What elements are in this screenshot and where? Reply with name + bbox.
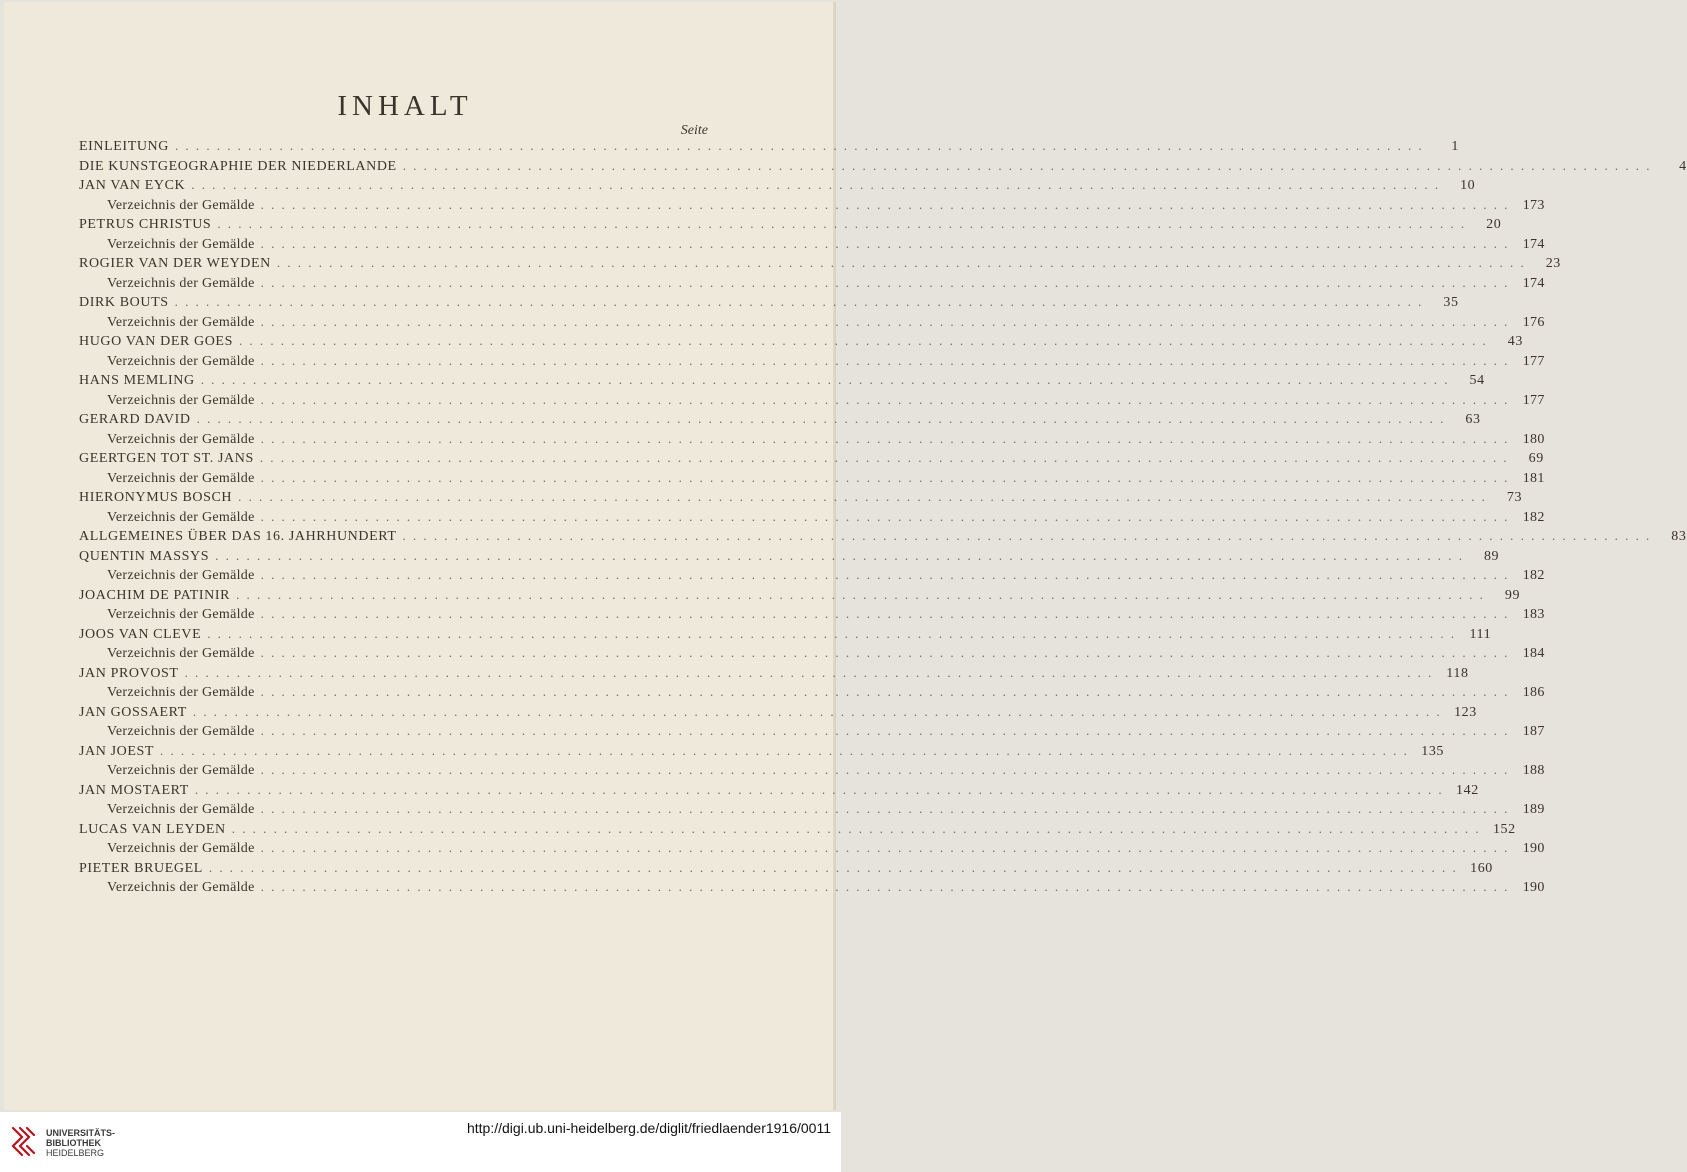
toc-entry-page: 4 bbox=[1679, 158, 1687, 174]
library-name-line2: BIBLIOTHEK bbox=[46, 1138, 101, 1148]
dot-leader: ........................................................................................................................ bbox=[259, 450, 1514, 465]
dot-leader: ........................................................................................................................ bbox=[260, 567, 1515, 582]
toc-entry bbox=[79, 216, 1502, 236]
dot-leader: ........................................................................................................................ bbox=[231, 820, 1486, 836]
toc-entry-label: HANS MEMLING bbox=[79, 373, 195, 388]
toc-entry-page: 177 bbox=[1522, 353, 1545, 369]
toc-entry-label: Verzeichnis der Gemälde bbox=[107, 646, 255, 661]
toc-subentry bbox=[79, 840, 1545, 860]
toc-subentry bbox=[79, 567, 1545, 587]
toc-entry-label: ALLGEMEINES ÜBER DAS 16. JAHRHUNDERT bbox=[79, 529, 397, 544]
toc-entry-page: 184 bbox=[1522, 646, 1545, 661]
toc-entry bbox=[79, 742, 1445, 763]
toc-entry bbox=[79, 781, 1479, 802]
dot-leader: ........................................................................................................................ bbox=[260, 469, 1515, 485]
toc-entry-page: 181 bbox=[1522, 470, 1545, 486]
toc-entry bbox=[79, 157, 1687, 178]
toc-entry-label: JAN VAN EYCK bbox=[79, 178, 186, 193]
toc-entry-label: Verzeichnis der Gemälde bbox=[107, 841, 255, 856]
toc-entry-label: PIETER BRUEGEL bbox=[79, 860, 203, 876]
toc-entry-label: Verzeichnis der Gemälde bbox=[107, 353, 255, 369]
toc-entry-label: LUCAS VAN LEYDEN bbox=[79, 821, 226, 837]
dot-leader: ........................................................................................................................ bbox=[184, 664, 1439, 680]
toc-entry-label: Verzeichnis der Gemälde bbox=[107, 431, 255, 447]
toc-subentry bbox=[79, 430, 1545, 451]
toc-entry-page: 176 bbox=[1522, 314, 1545, 330]
toc-subentry bbox=[79, 801, 1545, 821]
dot-leader: ........................................................................................................................ bbox=[260, 352, 1515, 368]
toc-entry-page: 142 bbox=[1456, 782, 1479, 798]
toc-entry-label: Verzeichnis der Gemälde bbox=[107, 568, 255, 583]
toc-subentry bbox=[79, 762, 1545, 782]
toc-entry-page: 173 bbox=[1522, 197, 1545, 213]
toc-subentry bbox=[79, 274, 1545, 295]
toc-entry bbox=[79, 664, 1469, 685]
toc-entry-label: Verzeichnis der Gemälde bbox=[107, 763, 255, 778]
dot-leader: ........................................................................................................................ bbox=[217, 216, 1472, 231]
toc-entry bbox=[79, 625, 1492, 646]
toc-entry-page: 20 bbox=[1486, 217, 1502, 232]
toc-entry-page: 118 bbox=[1446, 665, 1469, 681]
toc-subentry bbox=[79, 723, 1545, 743]
toc-entry-label: Verzeichnis der Gemälde bbox=[107, 314, 255, 330]
toc-entry-page: 54 bbox=[1469, 373, 1485, 388]
toc-entry-page: 89 bbox=[1483, 548, 1500, 564]
dot-leader: ........................................................................................................................ bbox=[260, 879, 1515, 894]
permalink-url[interactable]: http://digi.ub.uni-heidelberg.de/diglit/friedlaender1916/0011 bbox=[466, 1120, 831, 1136]
dot-leader: ........................................................................................................................ bbox=[260, 840, 1515, 855]
toc-entry-label: JAN GOSSAERT bbox=[79, 704, 187, 720]
toc-entry-label: HUGO VAN DER GOES bbox=[79, 334, 233, 349]
toc-entry bbox=[79, 333, 1523, 353]
toc-entry bbox=[79, 138, 1459, 158]
toc-entry-label: Verzeichnis der Gemälde bbox=[107, 275, 255, 291]
toc-entry-label: Verzeichnis der Gemälde bbox=[107, 509, 255, 525]
toc-entry bbox=[79, 859, 1493, 880]
toc-entry bbox=[79, 547, 1500, 568]
toc-entry-page: 99 bbox=[1504, 587, 1521, 603]
toc-entry bbox=[79, 177, 1476, 197]
toc-subentry bbox=[79, 196, 1545, 217]
toc-entry-label: GEERTGEN TOT ST. JANS bbox=[79, 451, 254, 466]
toc-entry-page: 35 bbox=[1443, 295, 1459, 310]
dot-leader: ........................................................................................................................ bbox=[260, 801, 1515, 816]
toc-subentry bbox=[79, 391, 1545, 412]
toc-entry-label: ROGIER VAN DER WEYDEN bbox=[79, 256, 271, 271]
toc-entry-label: JOACHIM DE PATINIR bbox=[79, 587, 231, 603]
dot-leader: ........................................................................................................................ bbox=[260, 430, 1515, 446]
dot-leader: ........................................................................................................................ bbox=[260, 391, 1515, 407]
toc-entry-label: HIERONYMUS BOSCH bbox=[79, 490, 233, 505]
toc-entry-label: JOOS VAN CLEVE bbox=[79, 626, 202, 642]
toc-subentry bbox=[79, 684, 1545, 704]
dot-leader: ........................................................................................................................ bbox=[260, 645, 1515, 660]
toc-entry-page: 43 bbox=[1507, 334, 1523, 349]
toc-entry-label: QUENTIN MASSYS bbox=[79, 548, 210, 564]
toc-subentry bbox=[79, 313, 1545, 334]
toc-entry-page: 23 bbox=[1545, 256, 1561, 271]
dot-leader: ........................................................................................................................ bbox=[238, 489, 1493, 504]
toc-subentry bbox=[79, 352, 1545, 373]
dot-leader: ........................................................................................................................ bbox=[207, 625, 1462, 641]
toc-entry-label: JAN MOSTAERT bbox=[79, 782, 189, 798]
toc-entry bbox=[79, 489, 1523, 509]
toc-entry-label: Verzeichnis der Gemälde bbox=[107, 685, 255, 700]
toc-entry bbox=[79, 450, 1544, 470]
toc-entry-label: DIE KUNSTGEOGRAPHIE DER NIEDERLANDE bbox=[79, 158, 397, 174]
toc-entry-page: 174 bbox=[1522, 236, 1545, 252]
dot-leader: ........................................................................................................................ bbox=[194, 781, 1449, 797]
dot-leader: ........................................................................................................................ bbox=[260, 723, 1515, 738]
toc-entry-page: 69 bbox=[1528, 451, 1544, 466]
page-column-label: Seite bbox=[680, 123, 708, 138]
library-name-line1: UNIVERSITÄTS- bbox=[46, 1128, 116, 1138]
dot-leader: ........................................................................................................................ bbox=[402, 528, 1657, 543]
dot-leader: ........................................................................................................................ bbox=[192, 703, 1447, 719]
dot-leader: ........................................................................................................................ bbox=[260, 508, 1515, 524]
toc-entry-page: 63 bbox=[1465, 412, 1481, 427]
toc-entry-page: 174 bbox=[1522, 275, 1545, 291]
dot-leader: ........................................................................................................................ bbox=[238, 333, 1493, 348]
toc-entry-page: 177 bbox=[1522, 392, 1545, 408]
dot-leader: ........................................................................................................................ bbox=[174, 294, 1429, 309]
toc-entry-page: 83 bbox=[1671, 529, 1687, 544]
toc-entry-label: Verzeichnis der Gemälde bbox=[107, 607, 255, 622]
toc-entry-page: 182 bbox=[1522, 509, 1545, 525]
toc-subentry bbox=[79, 235, 1545, 256]
dot-leader: ........................................................................................................................ bbox=[276, 255, 1531, 270]
toc-entry-page: 182 bbox=[1522, 568, 1545, 583]
dot-leader: ........................................................................................................................ bbox=[260, 313, 1515, 329]
toc-entry-label: Verzeichnis der Gemälde bbox=[107, 197, 255, 213]
toc-entry-page: 73 bbox=[1506, 490, 1523, 505]
dot-leader: ........................................................................................................................ bbox=[236, 586, 1491, 602]
dot-leader: ........................................................................................................................ bbox=[260, 235, 1515, 251]
dot-leader: ........................................................................................................................ bbox=[260, 196, 1515, 212]
toc-subentry bbox=[79, 645, 1545, 665]
toc-entry-page: 111 bbox=[1469, 626, 1492, 642]
toc-entry-label: DIRK BOUTS bbox=[79, 295, 169, 310]
toc-entry-page: 10 bbox=[1460, 178, 1476, 193]
dot-leader: ........................................................................................................................ bbox=[191, 177, 1446, 192]
toc-entry-label: Verzeichnis der Gemälde bbox=[107, 724, 255, 739]
toc-subentry bbox=[79, 508, 1545, 529]
toc-entry-label: Verzeichnis der Gemälde bbox=[107, 470, 255, 486]
toc-entry-label: PETRUS CHRISTUS bbox=[79, 217, 212, 232]
scanned-page bbox=[4, 2, 1687, 1110]
toc-entry bbox=[79, 528, 1687, 548]
viewer-footer bbox=[0, 1112, 841, 1172]
toc-entry-label: JAN PROVOST bbox=[79, 665, 179, 681]
library-name[interactable] bbox=[46, 1128, 115, 1158]
page-title: INHALT bbox=[337, 90, 473, 122]
dot-leader: ........................................................................................................................ bbox=[402, 157, 1657, 173]
toc-entry bbox=[79, 820, 1516, 841]
toc-entry-page: 1 bbox=[1451, 139, 1459, 154]
dot-leader: ........................................................................................................................ bbox=[260, 274, 1515, 290]
toc-entry-label: Verzeichnis der Gemälde bbox=[107, 392, 255, 408]
toc-entry-label: Verzeichnis der Gemälde bbox=[107, 802, 255, 817]
toc-entry-page: 187 bbox=[1522, 724, 1545, 739]
toc-subentry bbox=[79, 469, 1545, 490]
toc-entry-label: EINLEITUNG bbox=[79, 139, 169, 154]
toc-entry bbox=[79, 372, 1485, 392]
dot-leader: ........................................................................................................................ bbox=[260, 684, 1515, 699]
toc-entry-page: 190 bbox=[1522, 841, 1545, 856]
toc-entry-page: 123 bbox=[1454, 704, 1477, 720]
dot-leader: ........................................................................................................................ bbox=[200, 372, 1455, 387]
dot-leader: ........................................................................................................................ bbox=[196, 411, 1451, 426]
toc-entry-label: GERARD DAVID bbox=[79, 412, 191, 427]
toc-entry bbox=[79, 294, 1459, 314]
toc-entry-page: 189 bbox=[1522, 802, 1545, 817]
toc-entry-page: 135 bbox=[1421, 743, 1445, 759]
toc-entry bbox=[79, 586, 1521, 607]
toc-entry-page: 160 bbox=[1470, 860, 1493, 876]
toc-entry-label: Verzeichnis der Gemälde bbox=[107, 236, 255, 252]
toc-entry-page: 183 bbox=[1522, 607, 1545, 622]
toc-entry bbox=[79, 411, 1481, 431]
dot-leader: ........................................................................................................................ bbox=[160, 742, 1415, 758]
toc-entry-page: 152 bbox=[1492, 821, 1516, 837]
toc-entry bbox=[79, 703, 1477, 724]
dot-leader: ........................................................................................................................ bbox=[260, 762, 1515, 777]
dot-leader: ........................................................................................................................ bbox=[208, 859, 1463, 875]
ub-heidelberg-logo-icon[interactable] bbox=[8, 1122, 38, 1162]
toc-entry-page: 180 bbox=[1522, 431, 1545, 447]
library-name-line3: HEIDELBERG bbox=[46, 1148, 105, 1158]
toc-entry-label: Verzeichnis der Gemälde bbox=[107, 880, 255, 895]
toc-entry-label: JAN JOEST bbox=[79, 743, 155, 759]
toc-entry-page: 188 bbox=[1522, 763, 1545, 778]
dot-leader: ........................................................................................................................ bbox=[260, 606, 1515, 621]
toc-subentry bbox=[79, 606, 1545, 626]
toc-entry bbox=[79, 255, 1561, 275]
dot-leader: ........................................................................................................................ bbox=[174, 138, 1429, 153]
table-of-contents bbox=[79, 138, 1687, 899]
toc-entry-page: 190 bbox=[1522, 880, 1545, 895]
toc-entry-page: 186 bbox=[1522, 685, 1545, 700]
dot-leader: ........................................................................................................................ bbox=[215, 547, 1470, 563]
toc-subentry bbox=[79, 879, 1545, 899]
